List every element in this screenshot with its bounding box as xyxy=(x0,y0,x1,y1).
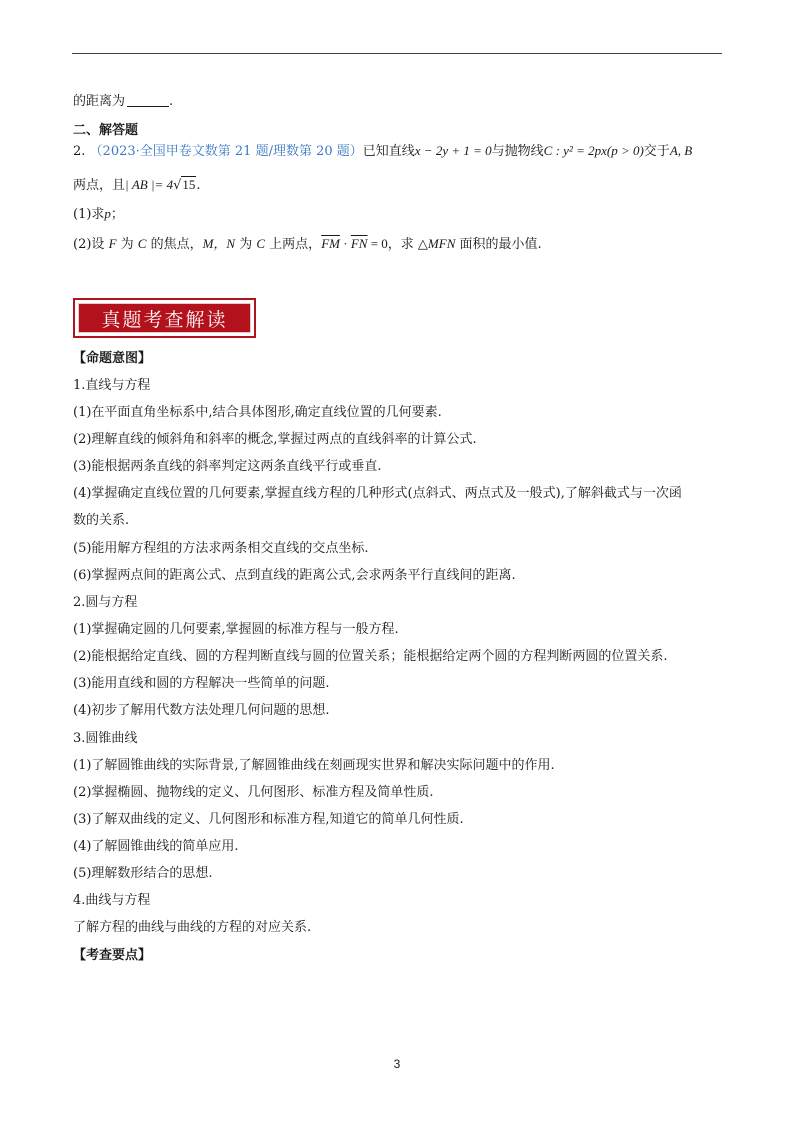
intent-line: (5)理解数形结合的思想. xyxy=(73,866,213,881)
question-text: ，求 △ xyxy=(387,237,428,252)
intent-line: 2.圆与方程 xyxy=(73,595,138,610)
intent-tag: 【命题意图】 xyxy=(73,351,152,366)
intent-line: (4)初步了解用代数方法处理几何问题的思想. xyxy=(73,703,330,718)
problem-text: 与抛物线 xyxy=(491,144,544,159)
intent-line: (4)掌握确定直线位置的几何要素,掌握直线方程的几种形式(点斜式、两点式及一般式),了解斜截式与一次函 xyxy=(73,486,682,501)
ab-length: | AB |= 4 xyxy=(125,177,174,192)
problem-source: （2023·全国甲卷文数第 21 题/理数第 20 题） xyxy=(89,144,363,159)
var-MN: M，N xyxy=(202,236,236,251)
var-C: C xyxy=(137,236,147,251)
intro-line xyxy=(73,94,173,110)
var-C: C xyxy=(256,236,266,251)
intent-line: (2)掌握椭圆、抛物线的定义、几何图形、标准方程及简单性质. xyxy=(73,785,434,800)
line-equation: x − 2y + 1 = 0 xyxy=(414,143,492,158)
question-text: (1)求 xyxy=(73,207,105,222)
intent-line: 1.直线与方程 xyxy=(73,378,151,393)
problem-text: 交于 xyxy=(643,144,670,159)
var-F: F xyxy=(108,236,117,251)
question-text: 的焦点， xyxy=(146,237,203,252)
intent-line: (3)能根据两条直线的斜率判定这两条直线平行或垂直. xyxy=(73,459,382,474)
page-number: 3 xyxy=(393,1057,401,1071)
intent-line: (1)掌握确定圆的几何要素,掌握圆的标准方程与一般方程. xyxy=(73,622,399,637)
intent-line: 3.圆锥曲线 xyxy=(73,731,138,746)
problem-text: . xyxy=(196,178,201,193)
points-tag: 【考查要点】 xyxy=(73,948,152,963)
intent-line: (4)了解圆锥曲线的简单应用. xyxy=(73,839,239,854)
question-2 xyxy=(73,236,542,253)
equals-zero: = 0 xyxy=(367,236,388,251)
intent-line: 数的关系. xyxy=(73,513,130,528)
intent-line: (3)了解双曲线的定义、几何图形和标准方程,知道它的简单几何性质. xyxy=(73,812,464,827)
dot-operator: · xyxy=(339,236,351,251)
intent-line: (2)能根据给定直线、圆的方程判断直线与圆的位置关系；能根据给定两个圆的方程判断两圆的位置关系. xyxy=(73,649,668,664)
variable-p: p xyxy=(104,206,111,221)
vector-FN: $\overline{FN}$ xyxy=(350,236,368,251)
header-rule xyxy=(72,53,722,54)
question-text: 为 xyxy=(235,237,257,252)
problem-number: 2. xyxy=(73,144,86,159)
problem-2-line-2 xyxy=(73,177,201,194)
question-1 xyxy=(73,206,124,223)
problem-text: 两点，且 xyxy=(73,178,126,193)
intent-line: (6)掌握两点间的距离公式、点到直线的距离公式,会求两条平行直线间的距离. xyxy=(73,568,516,583)
problem-2-line-1 xyxy=(73,143,692,160)
triangle-MFN: MFN xyxy=(427,236,456,251)
intent-line: (2)理解直线的倾斜角和斜率的概念,掌握过两点的直线斜率的计算公式. xyxy=(73,432,477,447)
question-text: (2)设 xyxy=(73,237,109,252)
sqrt-radicand: 15 xyxy=(182,177,196,192)
intent-line: (5)能用解方程组的方法求两条相交直线的交点坐标. xyxy=(73,541,369,556)
intent-line: 4.曲线与方程 xyxy=(73,893,151,908)
question-text: 上两点， xyxy=(265,237,322,252)
intro-suffix: . xyxy=(169,94,174,109)
section-banner xyxy=(73,298,256,338)
question-text: 面积的最小值. xyxy=(455,237,542,252)
intent-line: (1)了解圆锥曲线的实际背景,了解圆锥曲线在刻画现实世界和解决实际问题中的作用. xyxy=(73,758,555,773)
problem-text: 已知直线 xyxy=(362,144,415,159)
section-title: 二、解答题 xyxy=(73,123,139,138)
banner-title: 真题考查解读 xyxy=(101,308,228,331)
intersection-points: A, B xyxy=(669,143,693,158)
answer-blank xyxy=(127,94,169,107)
question-text: ； xyxy=(110,207,124,222)
banner-frame xyxy=(78,303,251,333)
intent-line: (3)能用直线和圆的方程解决一些简单的问题. xyxy=(73,676,330,691)
sqrt-icon: √15 xyxy=(173,177,196,193)
intent-line: (1)在平面直角坐标系中,结合具体图形,确定直线位置的几何要素. xyxy=(73,405,442,420)
intro-text: 的距离为 xyxy=(73,94,126,109)
parabola-equation: C : y² = 2px(p > 0) xyxy=(543,143,644,158)
intent-line: 了解方程的曲线与曲线的方程的对应关系. xyxy=(73,920,312,935)
question-text: 为 xyxy=(116,237,138,252)
vector-FM: $\overline{FM}$ xyxy=(321,236,340,251)
